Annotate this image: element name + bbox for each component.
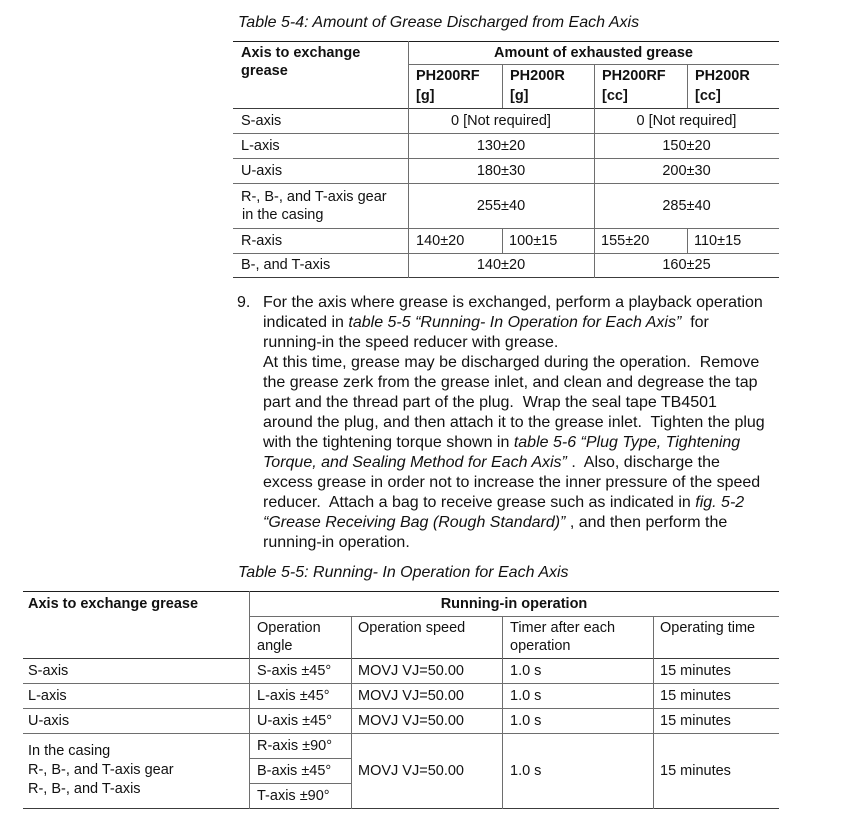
text-segment: reducer. Attach a bag to receive grease such as indicated in [263,494,696,511]
cross-reference-link[interactable]: table 5-6 “Plug Type, Tightening [513,434,741,451]
group-header: Amount of exhausted grease [493,44,693,61]
timer-cell: 1.0 s [510,662,542,679]
value-cell: 140±20 [416,232,465,249]
paragraph-line [263,493,744,513]
axis-cell: S-axis [28,662,69,679]
column-header [502,64,594,108]
axis-cell-line: R-, B-, and T-axis [28,781,141,797]
axis-cell: R-axis [241,232,283,249]
axis-cell-line: R-, B-, and T-axis gear [241,188,387,205]
text-segment: indicated in [263,314,349,331]
axis-cell [233,183,408,228]
axis-cell-line: In the casing [28,743,111,759]
column-header: Operating time [660,620,756,636]
angle-cell: S-axis ±45° [257,662,332,679]
speed-cell: MOVJ VJ=50.00 [358,687,464,704]
time-cell: 15 minutes [660,762,731,779]
table-5-4-caption: Table 5-4: Amount of Grease Discharged from Each Axis [238,14,640,31]
text-segment: running-in the speed reducer with grease. [263,334,559,351]
group-header: Running-in operation [440,595,588,612]
cross-reference-link[interactable]: table 5-5 “Running- In Operation for Each Axis” [348,314,682,331]
angle-cell: R-axis ±90° [257,737,332,754]
axis-cell [23,733,249,808]
column-header-model: PH200R [695,68,750,84]
column-header: Timer after each operation [510,620,616,654]
column-header-model: PH200R [510,68,565,84]
paragraph-line [263,353,759,373]
text-segment: with the tightening torque shown in [263,434,514,451]
speed-cell: MOVJ VJ=50.00 [358,712,464,729]
column-header-unit: [g] [416,88,435,104]
paragraph-line [263,433,740,453]
text-segment: At this time, grease may be discharged during the operation. Remove [263,354,760,371]
time-cell: 15 minutes [660,687,731,704]
axis-cell-line: R-, B-, and T-axis gear [28,762,174,778]
paragraph-line [263,373,758,393]
cc-value-cell: 200±30 [662,162,711,179]
time-cell: 15 minutes [660,712,731,729]
paragraph-line [263,293,763,313]
text-segment: running-in operation. [263,534,410,551]
step-number: 9. [237,294,251,311]
axis-cell: L-axis [241,137,280,154]
column-header-model: PH200RF [416,68,480,84]
column-header: Operation speed [358,620,466,636]
paragraph-line [263,533,410,553]
timer-cell: 1.0 s [510,712,542,729]
text-segment: the grease zerk from the grease inlet, and clean and degrease the tap [263,374,758,391]
angle-cell: U-axis ±45° [257,712,332,729]
speed-cell: MOVJ VJ=50.00 [358,762,464,779]
paragraph-line [263,473,760,493]
speed-cell: MOVJ VJ=50.00 [358,662,464,679]
text-segment: For the axis where grease is exchanged, perform a playback operation [263,294,763,311]
cc-value-cell: 0 [Not required] [636,112,737,129]
grams-value-cell: 0 [Not required] [451,112,551,129]
time-cell: 15 minutes [660,662,731,679]
column-header [687,64,779,108]
paragraph-line [263,393,717,413]
text-segment: . Also, discharge the [566,454,720,471]
cc-value-cell: 150±20 [662,137,711,154]
paragraph-line [263,333,558,353]
cc-value-cell: 160±25 [662,257,711,273]
text-segment: around the plug, and then attach it to the grease inlet. Tighten the plug [263,414,765,431]
column-header-unit: [g] [510,88,529,104]
grams-value-cell: 180±30 [476,162,526,179]
timer-cell: 1.0 s [510,687,542,704]
angle-cell: T-axis ±90° [257,787,330,804]
text-segment: excess grease in order not to increase the inner pressure of the speed [263,474,761,491]
column-header [408,64,502,108]
cross-reference-link[interactable]: fig. 5-2 [695,494,745,511]
table-rule [23,808,779,809]
timer-cell: 1.0 s [510,762,542,779]
axis-cell: B-, and T-axis [241,257,331,273]
axis-cell: U-axis [241,162,283,179]
axis-cell-line: in the casing [242,206,324,223]
text-segment: , and then perform the [565,514,728,531]
table-rule [233,277,779,278]
grams-value-cell: 140±20 [476,257,526,273]
cc-value-cell: 285±40 [662,197,711,214]
table-5-5-caption: Table 5-5: Running- In Operation for Each Axis [238,564,569,581]
axis-column-header: Axis to exchange grease [241,45,361,79]
angle-cell: B-axis ±45° [257,762,332,779]
angle-cell: L-axis ±45° [257,687,330,704]
axis-cell: U-axis [28,712,70,729]
grams-value-cell: 130±20 [476,137,526,154]
column-header-unit: [cc] [602,88,628,104]
text-segment: part and the thread part of the plug. Wrap the seal tape TB4501 [263,394,717,411]
value-cell: 155±20 [601,232,650,249]
cross-reference-link[interactable]: Torque, and Sealing Method for Each Axis” [263,454,567,471]
axis-column-header: Axis to exchange grease [28,595,199,612]
paragraph-line [263,513,727,533]
column-header-unit: [cc] [695,88,721,104]
axis-cell: S-axis [241,112,282,129]
text-segment: for [681,314,709,331]
value-cell: 100±15 [509,232,558,249]
paragraph-line [263,413,765,433]
column-header [594,64,687,108]
paragraph-line [263,453,720,473]
grams-value-cell: 255±40 [476,197,526,214]
column-header: Operation angle [257,620,321,654]
axis-cell: L-axis [28,687,67,704]
value-cell: 110±15 [694,232,742,249]
cross-reference-link[interactable]: “Grease Receiving Bag (Rough Standard)” [263,514,566,531]
paragraph-line [263,313,709,333]
column-header-model: PH200RF [602,68,666,84]
